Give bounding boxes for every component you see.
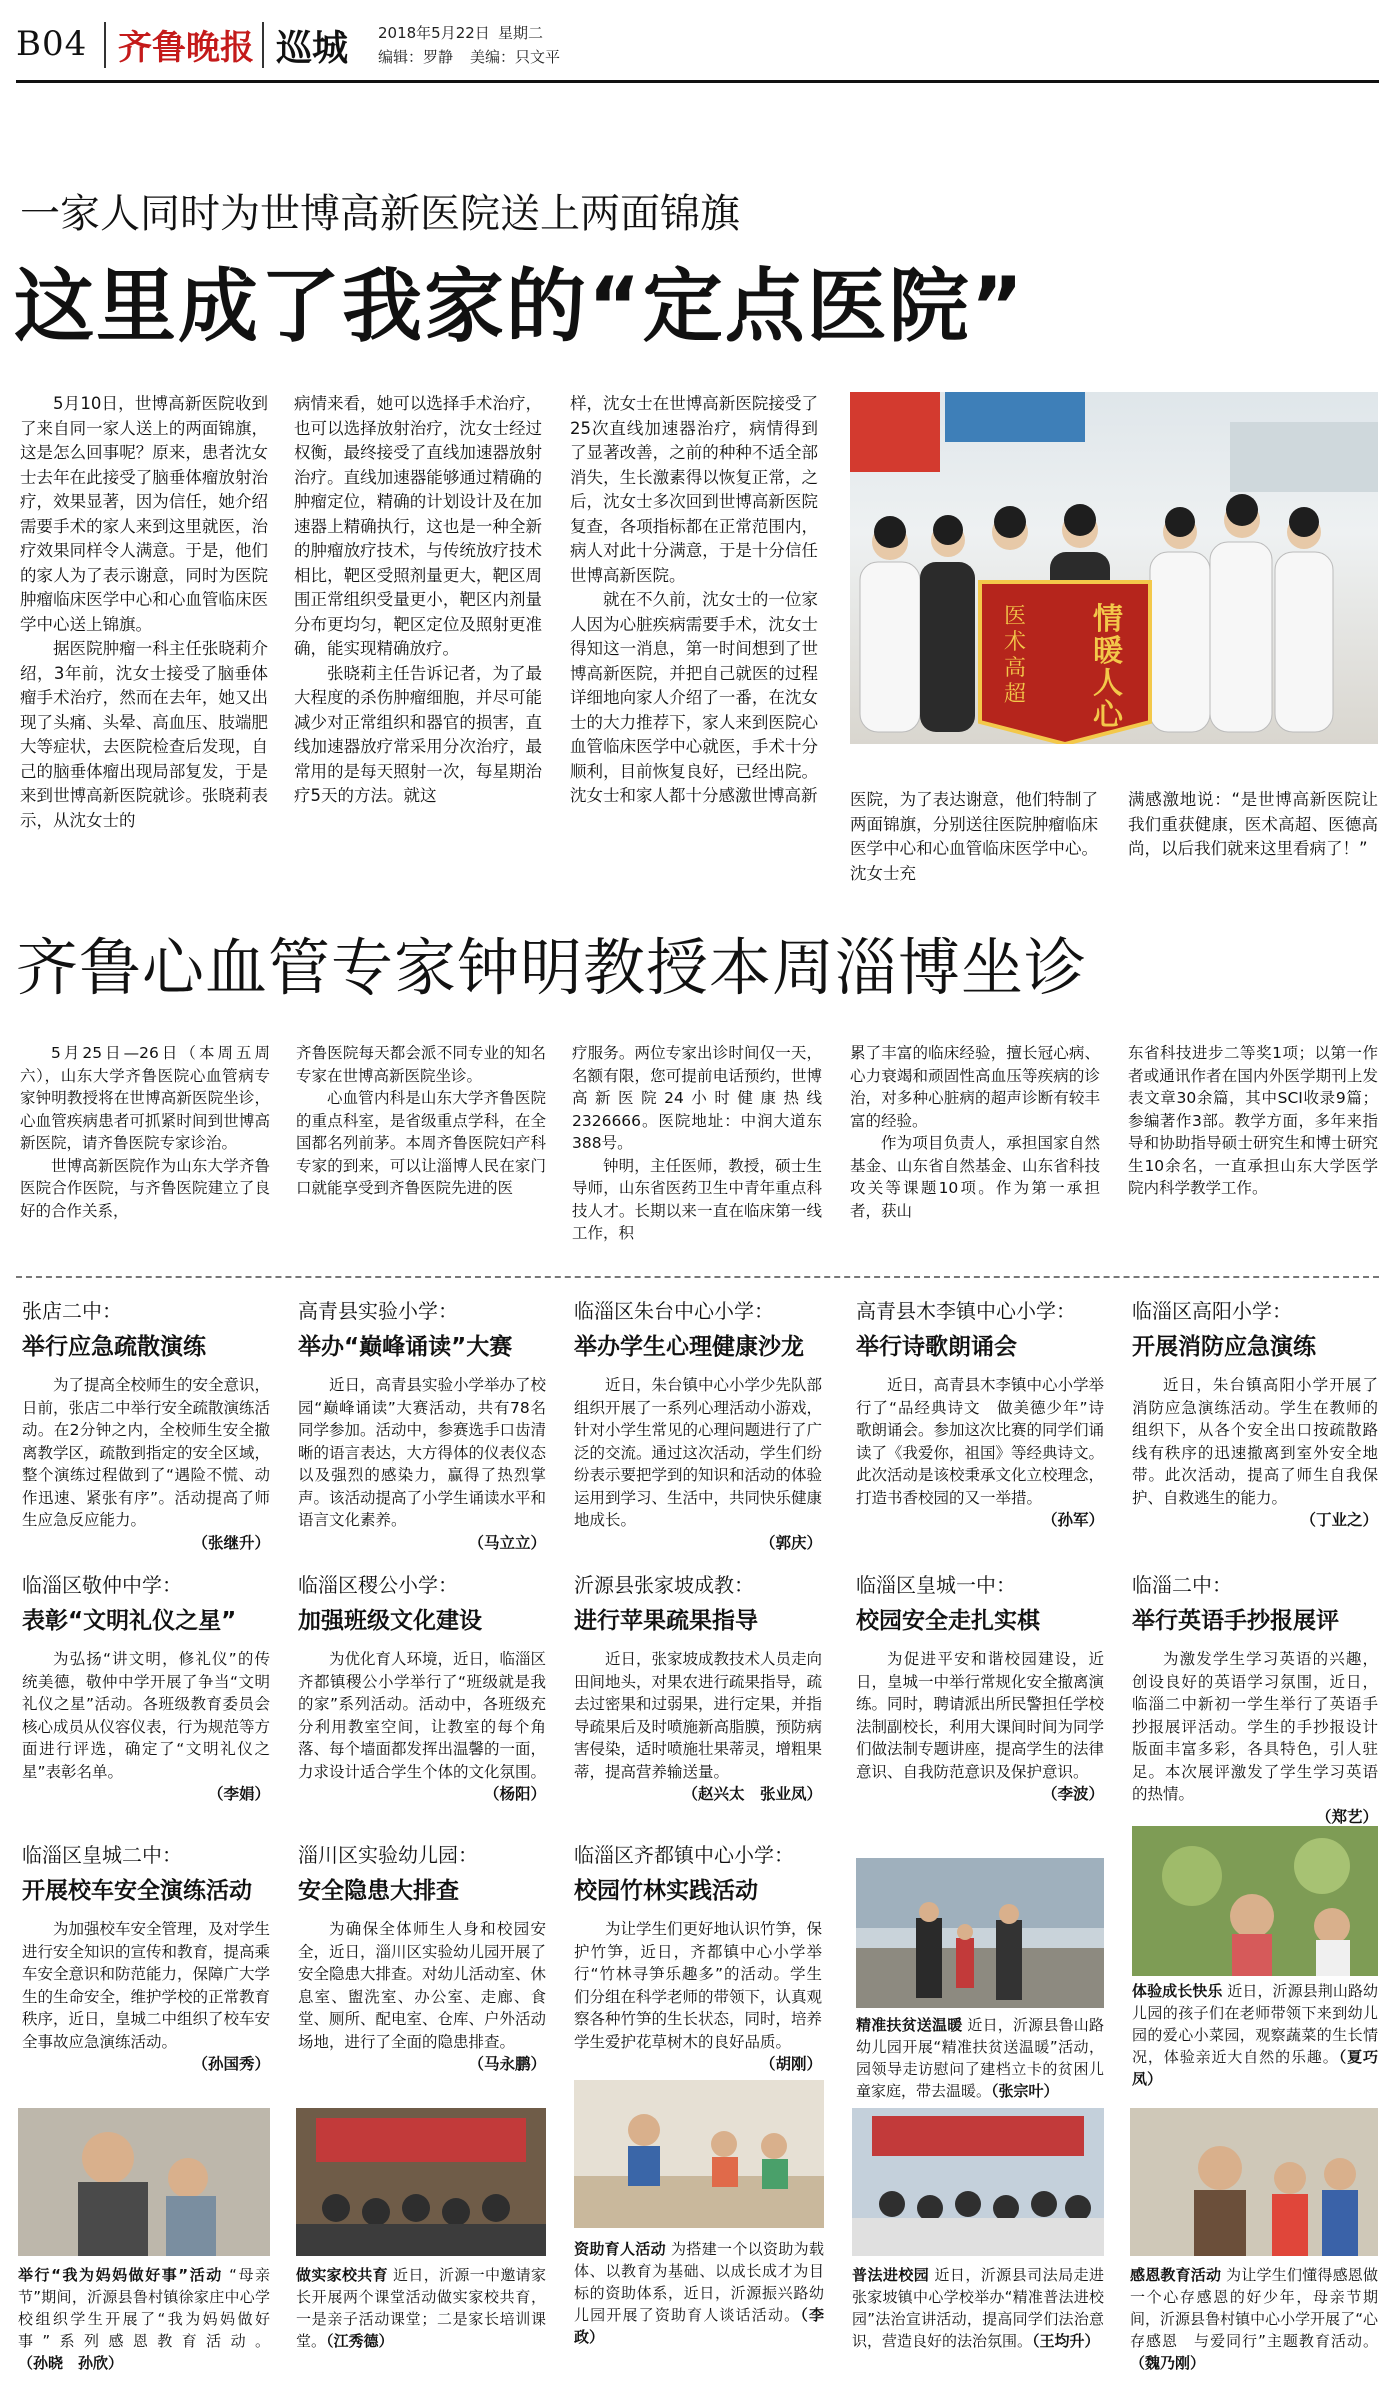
paragraph: 张晓莉主任告诉记者，为了最大程度的杀伤肿瘤细胞，并尽可能减少对正常组织和器官的损害，直线加速器放疗常采用分次治疗，最常用的是每天照射一次，每星期治疗5天的方法。就这 — [294, 663, 542, 805]
brief-body: 近日，朱台镇中心小学少先队部组织开展了一系列心理活动小游戏，针对小学生常见的心理问题进行了广泛的交流。通过这次活动，学生们纷纷表示要把学到的知识和活动的体验运用到学习、生活中，共同快乐健康地成长。 — [574, 1376, 822, 1529]
brief-item — [22, 1842, 270, 2098]
caption-body: “母亲节”期间，沂源县鲁村镇徐家庄中心学校组织学生开展了“我为妈妈做好事”系列感恩教育活动。 — [18, 2266, 270, 2350]
paragraph: 据医院肿瘤一科主任张晓莉介绍，3年前，沈女士接受了脑垂体瘤手术治疗，然而在去年，她又出现了头痛、头晕、高血压、肢端肥大等症状，去医院检查后发现，自己的脑垂体瘤出现局部复发，于是来到世博高新医院就诊。张晓莉表示，从沈女士的 — [20, 639, 268, 830]
brief-item — [298, 1842, 546, 2098]
brief-item — [574, 1842, 822, 2098]
brief-source: 淄川区实验幼儿园： — [298, 1843, 478, 1867]
brief-byline: （李波） — [1041, 1785, 1104, 1803]
brief-title: 开展消防应急演练 — [1132, 1334, 1316, 1360]
story1-photo — [850, 392, 1378, 744]
brief-title: 举办学生心理健康沙龙 — [574, 1334, 804, 1360]
photo-illustration — [18, 2108, 270, 2256]
brief-body: 为激发学生学习英语的兴趣，创设良好的英语学习氛围，近日，临淄二中新初一学生举行了英语手抄报展评活动。学生的手抄报设计版面丰富多彩，各具特色，引人驻足。本次展评激发了学生学习英语的热情。 — [1132, 1650, 1378, 1803]
paragraph: 病情来看，她可以选择手术治疗，也可以选择放射治疗，沈女士经过权衡，最终接受了直线加速器放射治疗。直线加速器能够通过精确的肿瘤定位，精确的计划设计及在加速器上精确执行，这也是一种全新的肿瘤放疗技术，与传统放疗技术相比，靶区受照剂量更大，靶区周围正常组织受量更小，靶区内剂量分布更均匀，靶区定位及照射更准确，能实现精确放疗。 — [294, 394, 542, 658]
story2-column-2 — [296, 1042, 546, 1264]
brief-byline: （郑艺） — [1315, 1807, 1378, 1826]
designer-credit: 美编：只文平 — [470, 48, 561, 66]
story1-column-3 — [570, 392, 818, 882]
brief-body: 为让学生们更好地认识竹笋，保护竹笋，近日，齐都镇中心小学举行“竹林寻笋乐趣多”的活动。学生们分组在科学老师的带领下，认真观察各种竹笋的生长状态，同时，培养学生爱护花草树木的良好品质。 — [574, 1920, 822, 2051]
student-aid-photo — [574, 2080, 824, 2228]
story2-column-1 — [20, 1042, 270, 1264]
gratitude-photo — [1130, 2108, 1378, 2256]
paragraph: 齐鲁医院每天都会派不同专业的知名专家在世博高新医院坐诊。 — [296, 1044, 546, 1085]
caption-body: 为搭建一个以资助为载体、以教育为基础、以成长成才为目标的资助体系，近日，沂源振兴路幼儿园开展了资助育人谈话活动。 — [574, 2240, 824, 2324]
paragraph: 世博高新医院作为山东大学齐鲁医院合作医院，与齐鲁医院建立了良好的合作关系， — [20, 1156, 270, 1220]
brief-title: 开展校车安全演练活动 — [22, 1878, 252, 1904]
paragraph: 医院，为了表达谢意，他们特制了两面锦旗，分别送往医院肿瘤临床医学中心和心血管临床医学中心。沈女士充 — [850, 790, 1098, 883]
photo-illustration — [296, 2108, 546, 2256]
brief-title: 校园安全走扎实棋 — [856, 1608, 1040, 1634]
vegetable-garden-photo — [1132, 1826, 1378, 1976]
brief-title: 举行应急疏散演练 — [22, 1334, 206, 1360]
story2-headline: 齐鲁心血管专家钟明教授本周淄博坐诊 — [16, 931, 1088, 1004]
caption-body: 近日，沂源县鲁山路幼儿园开展“精准扶贫送温暖”活动，园领导走访慰问了建档立卡的贫困儿童家庭，带去温暖。 — [856, 2016, 1104, 2100]
masthead-rule — [16, 80, 1379, 83]
story1-kicker: 一家人同时为世博高新医院送上两面锦旗 — [20, 191, 740, 237]
divider — [262, 22, 264, 68]
brief-source: 临淄区皇城一中： — [856, 1573, 1016, 1597]
caption-title: 举行“我为妈妈做好事”活动 — [18, 2266, 223, 2284]
newspaper-logo: 齐鲁晚报 — [118, 28, 254, 68]
banner-text: 情暖人心 — [1093, 602, 1123, 733]
brief-item — [22, 1572, 270, 1832]
issue-date: 2018年5月22日 — [378, 24, 490, 42]
brief-body: 近日，高青县木李镇中心小学举行了“品经典诗文 做美德少年”诗歌朗诵会。参加这次比赛的同学们诵读了《我爱你，祖国》等经典诗文。此次活动是该校秉承文化立校理念，打造书香校园的又一举措。 — [856, 1376, 1104, 1507]
caption-title: 精准扶贫送温暖 — [856, 2016, 963, 2034]
brief-byline: （胡刚） — [759, 2055, 822, 2073]
caption-byline: （孙晓 孙欣） — [18, 2354, 124, 2372]
brief-item — [1132, 1572, 1378, 1832]
caption-title: 做实家校共育 — [296, 2266, 388, 2284]
brief-source: 高青县实验小学： — [298, 1299, 458, 1323]
masthead — [0, 0, 1395, 80]
paragraph: 5月10日，世博高新医院收到了来自同一家人送上的两面锦旗，这是怎么回事呢？原来，患者沈女士去年在此接受了脑垂体瘤放射治疗，效果显著，因为信任，她介绍需要手术的家人来到这里就医，治疗效果同样令人满意。于是，他们的家人为了表示谢意，同时为医院肿瘤临床医学中心和心血管临床医学中心送上锦旗。 — [20, 394, 268, 634]
brief-item — [1132, 1298, 1378, 1560]
caption-byline: （王均升） — [1032, 2332, 1100, 2350]
brief-byline: （孙军） — [1041, 1511, 1104, 1529]
brief-byline: （丁业之） — [1300, 1511, 1378, 1529]
brief-body: 为加强校车安全管理，及对学生进行安全知识的宣传和教育，提高乘车安全意识和防范能力，保障广大学生的生命安全，维护学校的正常教育秩序，近日，皇城二中组织了校车安全事故应急演练活动。 — [22, 1920, 270, 2051]
brief-byline: （杨阳） — [483, 1785, 546, 1803]
brief-body: 为确保全体师生人身和校园安全，近日，淄川区实验幼儿园开展了安全隐患大排查。对幼儿活动室、休息室、盥洗室、办公室、走廊、食堂、厕所、配电室、仓库、户外活动场地，进行了全面的隐患排查。 — [298, 1920, 546, 2051]
photo-caption — [856, 2014, 1104, 2102]
caption-body: 为让学生们懂得感恩做一个心存感恩的好少年，母亲节期间，沂源县鲁村镇中心小学开展了“心存感恩 与爱同行”主题教育活动。 — [1130, 2266, 1378, 2350]
brief-source: 临淄区朱台中心小学： — [574, 1299, 774, 1323]
paragraph: 满感激地说：“是世博高新医院让我们重获健康，医术高超、医德高尚，以后我们就来这里看病了！” — [1128, 790, 1378, 858]
brief-source: 临淄区皇城二中： — [22, 1843, 182, 1867]
photo-caption — [18, 2264, 270, 2382]
brief-source: 临淄区高阳小学： — [1132, 1299, 1292, 1323]
editor-credit: 编辑：罗静 — [378, 48, 454, 66]
caption-title: 资助育人活动 — [574, 2240, 666, 2258]
brief-title: 进行苹果疏果指导 — [574, 1608, 758, 1634]
brief-item — [22, 1298, 270, 1560]
brief-title: 校园竹林实践活动 — [574, 1878, 758, 1904]
story2-column-5 — [1128, 1042, 1378, 1264]
brief-byline: （马立立） — [468, 1533, 546, 1552]
brief-byline: （张继升） — [192, 1533, 270, 1552]
story1-column-1 — [20, 392, 268, 882]
brief-title: 举办“巅峰诵读”大赛 — [298, 1334, 513, 1360]
poverty-visit-photo — [856, 1858, 1104, 2008]
brief-source: 临淄区齐都镇中心小学： — [574, 1843, 794, 1867]
brief-body: 为促进平安和谐校园建设，近日，皇城一中举行常规化安全撤离演练。同时，聘请派出所民警担任学校法制副校长，利用大课间时间为同学们做法制专题讲座，提高学生的法律意识、自我防范意识及保护意识。 — [856, 1650, 1104, 1781]
brief-body: 近日，张家坡成教技术人员走向田间地头，对果农进行疏果指导，疏去过密果和过弱果，进行定果，并指导疏果后及时喷施新高脂膜，预防病害侵染，适时喷施壮果蒂灵，增粗果蒂，提高营养输送量。 — [574, 1650, 822, 1781]
brief-body: 近日，高青县实验小学举办了校园“巅峰诵读”大赛活动，共有78名同学参加。活动中，参赛选手口齿清晰的语言表达，大方得体的仪表仪态以及强烈的感染力，赢得了热烈掌声。该活动提高了小学生诵读水平和语言文化素养。 — [298, 1376, 546, 1529]
photo-illustration — [574, 2080, 824, 2228]
photo-illustration — [1132, 1826, 1378, 1976]
brief-source: 临淄二中： — [1132, 1573, 1232, 1597]
brief-body: 为了提高全校师生的安全意识，日前，张店二中举行安全疏散演练活动。在2分钟之内，全校师生安全撤离教学区，疏散到指定的安全区域，整个演练过程做到了“遇险不慌、动作迅速、紧张有序”。活动提高了师生应急反应能力。 — [22, 1376, 270, 1529]
caption-body: 近日，沂源县荆山路幼儿园的孩子们在老师带领下来到幼儿园的爱心小菜园，观察蔬菜的生长情况，体验亲近大自然的乐趣。 — [1132, 1982, 1378, 2066]
caption-body: 近日，沂源县司法局走进张家坡镇中心学校举办“精准普法进校园”法治宣讲活动，提高同学们法治意识，营造良好的法治氛围。 — [852, 2266, 1104, 2350]
mother-help-photo — [18, 2108, 270, 2256]
brief-item — [574, 1298, 822, 1560]
brief-source: 临淄区稷公小学： — [298, 1573, 458, 1597]
divider — [104, 22, 106, 68]
brief-byline: （郭庆） — [759, 1533, 822, 1552]
story2-column-3 — [572, 1042, 822, 1264]
law-campus-photo — [852, 2108, 1104, 2256]
story1-column-4 — [850, 788, 1098, 884]
brief-byline: （李娟） — [207, 1785, 270, 1803]
caption-title: 体验成长快乐 — [1132, 1982, 1223, 2000]
paragraph: 疗服务。两位专家出诊时间仅一天，名额有限，您可提前电话预约，世博高新医院24小时健康热线2326666。医院地址：中润大道东388号。 — [572, 1044, 822, 1152]
photo-illustration — [852, 2108, 1104, 2256]
brief-body: 为弘扬“讲文明，修礼仪”的传统美德，敬仲中学开展了争当“文明礼仪之星”活动。各班级教育委员会核心成员从仪容仪表，行为规范等方面进行评选，确定了“文明礼仪之星”表彰名单。 — [22, 1650, 270, 1781]
brief-item — [856, 1298, 1104, 1560]
brief-title: 举行诗歌朗诵会 — [856, 1334, 1017, 1360]
brief-item — [298, 1298, 546, 1560]
story1-column-5 — [1128, 788, 1378, 884]
paragraph: 就在不久前，沈女士的一位家人因为心脏疾病需要手术，沈女士得知这一消息，第一时间想到了世博高新医院，并把自己就医的过程详细地向家人介绍了一番，在沈女士的大力推荐下，家人来到医院心血管临床医学中心就医，手术十分顺利，目前恢复良好，已经出院。沈女士和家人都十分感激世博高新 — [570, 590, 818, 805]
brief-byline: （赵兴太 张业凤） — [682, 1785, 822, 1803]
photo-caption — [574, 2238, 824, 2378]
caption-title: 感恩教育活动 — [1130, 2266, 1222, 2284]
brief-body: 近日，朱台镇高阳小学开展了消防应急演练活动。学生在教师的组织下，从各个安全出口按疏散路线有秩序的迅速撤离到室外安全地带。此次活动，提高了师生自我保护、自救逃生的能力。 — [1132, 1376, 1378, 1507]
paragraph: 5月25日—26日（本周五周六），山东大学齐鲁医院心血管病专家钟明教授将在世博高新医院坐诊，心血管疾病患者可抓紧时间到世博高新医院，请齐鲁医院专家诊治。 — [20, 1044, 270, 1152]
story1-column-2 — [294, 392, 542, 882]
caption-byline: （张宗叶） — [991, 2082, 1059, 2100]
story2-column-4 — [850, 1042, 1100, 1264]
brief-body: 为优化育人环境，近日，临淄区齐都镇稷公小学举行了“班级就是我的家”系列活动。活动中，各班级充分利用教室空间，让教室的每个角落、每个墙面都发挥出温馨的一面，力求设计适合学生个体的文化氛围。 — [298, 1650, 546, 1781]
brief-source: 沂源县张家坡成教： — [574, 1573, 754, 1597]
photo-illustration — [1130, 2108, 1378, 2256]
brief-title: 表彰“文明礼仪之星” — [22, 1608, 237, 1634]
caption-body: 近日，沂源一中邀请家长开展两个课堂活动做实家校共育，一是亲子活动课堂；二是家长培训课堂。 — [296, 2266, 546, 2350]
photo-caption — [1132, 1980, 1378, 2100]
brief-title: 加强班级文化建设 — [298, 1608, 482, 1634]
paragraph: 钟明，主任医师，教授，硕士生导师，山东省医药卫生中青年重点科技人才。长期以来一直在临床第一线工作，积 — [572, 1156, 822, 1242]
photo-caption — [852, 2264, 1104, 2382]
photo-caption — [1130, 2264, 1378, 2382]
brief-item — [856, 1572, 1104, 1832]
caption-byline: （魏乃刚） — [1130, 2354, 1206, 2372]
page-number: B04 — [16, 24, 88, 64]
caption-byline: （李政） — [574, 2306, 824, 2346]
caption-title: 普法进校园 — [852, 2266, 930, 2284]
photo-illustration — [856, 1858, 1104, 2008]
banner-text-secondary: 医术高超 — [1003, 604, 1026, 707]
paragraph: 作为项目负责人，承担国家自然基金、山东省自然基金、山东省科技攻关等课题10项。作为第一承担者，获山 — [850, 1134, 1100, 1220]
brief-source: 张店二中： — [22, 1299, 122, 1323]
paragraph: 累了丰富的临床经验，擅长冠心病、心力衰竭和顽固性高血压等疾病的诊治，对多种心脏病的超声诊断有较丰富的经验。 — [850, 1044, 1100, 1130]
section-name: 巡城 — [276, 28, 349, 69]
brief-source: 高青县木李镇中心小学： — [856, 1299, 1076, 1323]
paragraph: 心血管内科是山东大学齐鲁医院的重点科室，是省级重点学科，在全国都名列前茅。本周齐鲁医院妇产科专家的到来，可以让淄博人民在家门口就能享受到齐鲁医院先进的医 — [296, 1089, 546, 1197]
caption-byline: （夏巧凤） — [1132, 2048, 1378, 2088]
brief-item — [574, 1572, 822, 1832]
paragraph: 样，沈女士在世博高新医院接受了25次直线加速器治疗，病情得到了显著改善，之前的种种不适全部消失，生长激素得以恢复正常，之后，沈女士多次回到世博高新医院复查，各项指标都在正常范围内，病人对此十分满意，于是十分信任世博高新医院。 — [570, 394, 818, 585]
brief-byline: （马永鹏） — [468, 2055, 546, 2073]
caption-byline: （江秀德） — [326, 2332, 394, 2350]
brief-item — [298, 1572, 546, 1832]
brief-byline: （孙国秀） — [192, 2055, 270, 2073]
brief-source: 临淄区敬仲中学： — [22, 1573, 182, 1597]
photo-caption — [296, 2264, 546, 2382]
home-school-photo — [296, 2108, 546, 2256]
issue-weekday: 星期二 — [498, 24, 544, 42]
brief-title: 安全隐患大排查 — [298, 1878, 459, 1904]
section-divider — [16, 1276, 1379, 1278]
story1-headline: 这里成了我家的“定点医院” — [14, 260, 1026, 353]
paragraph: 东省科技进步二等奖1项；以第一作者或通讯作者在国内外医学期刊上发表文章30余篇，其中SCI收录9篇；参编著作3部。教学方面，多年来指导和协助指导硕士研究生和博士研究生10余名，一直承担山东大学医学院内科学教学工作。 — [1128, 1044, 1378, 1197]
brief-title: 举行英语手抄报展评 — [1132, 1608, 1339, 1634]
